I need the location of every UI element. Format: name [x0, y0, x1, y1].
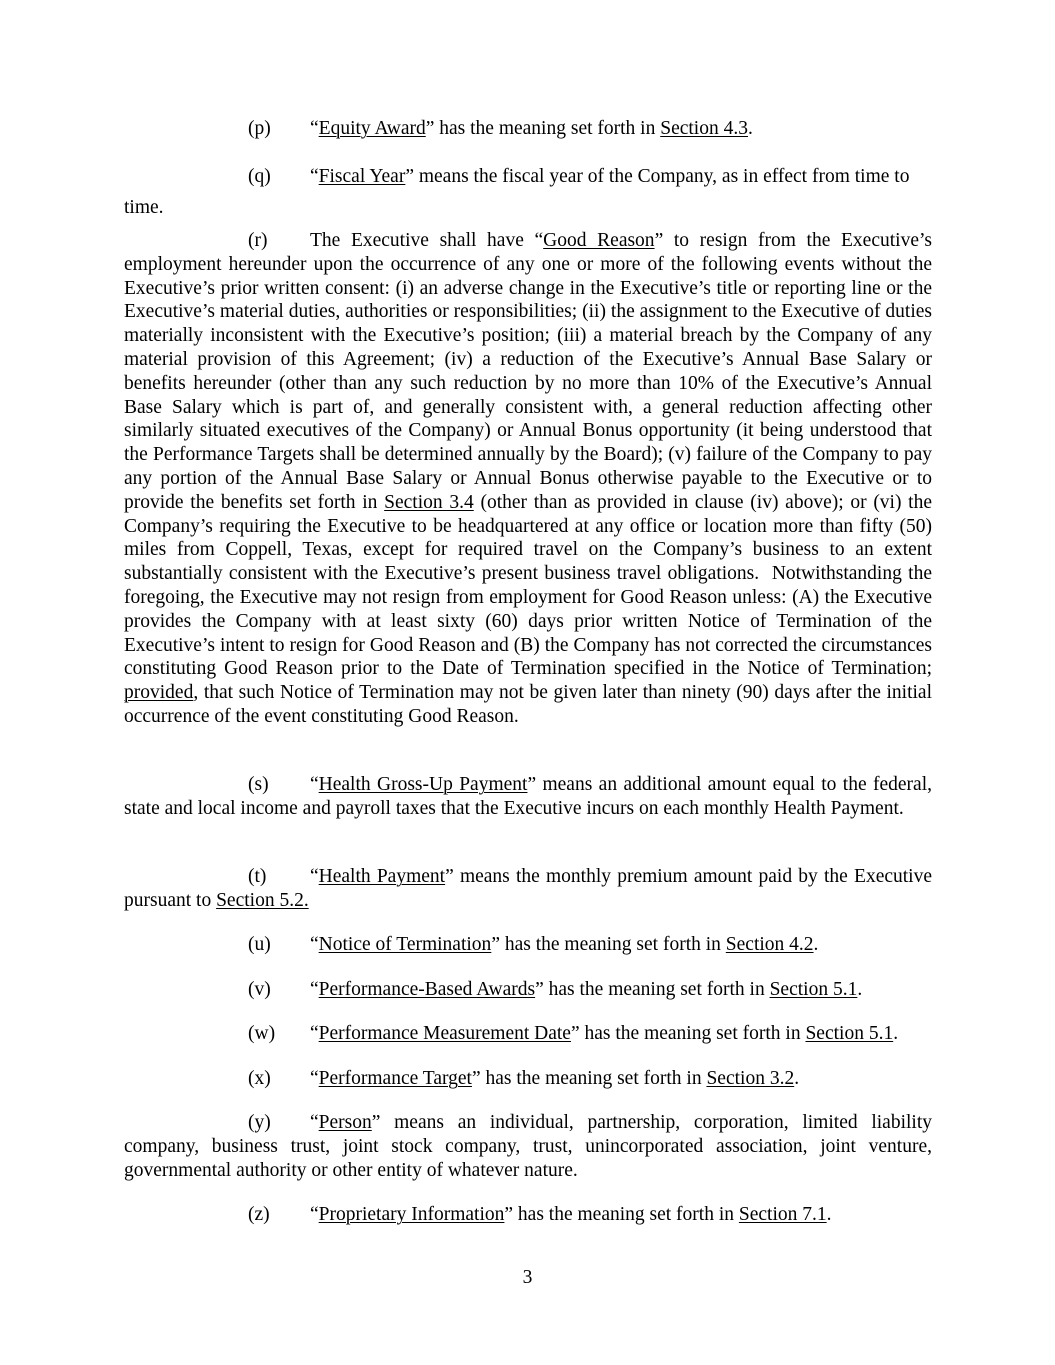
- section-reference: Section 5.1: [805, 1023, 894, 1044]
- section-reference: Section 7.1: [738, 1204, 827, 1225]
- definition-x: (x) “Performance Target” has the meaning set forth in Section 3.2.: [248, 1068, 800, 1089]
- clause-label: (z): [248, 1204, 270, 1225]
- section-reference: Section 4.2: [725, 934, 814, 955]
- defined-term: Performance Measurement Date: [318, 1023, 571, 1044]
- section-reference: Section 3.4: [384, 491, 474, 513]
- clause-label: (q): [248, 166, 271, 187]
- section-reference: Section 5.1: [769, 979, 858, 1000]
- provided-term: provided: [124, 682, 194, 704]
- definition-t: (t) “Health Payment” means the monthly premium amount paid by the Executive pursuant to Section 5.2.: [124, 866, 932, 911]
- defined-term: Health Payment: [318, 866, 446, 887]
- defined-term: Equity Award: [318, 118, 426, 139]
- clause-label: (x): [248, 1068, 271, 1089]
- section-reference: Section 4.3: [660, 118, 748, 139]
- clause-label: (y): [248, 1112, 271, 1133]
- defined-term: Fiscal Year: [318, 166, 406, 187]
- definition-q: (q) “Fiscal Year” means the fiscal year of the Company, as in effect from time to time.: [124, 161, 932, 223]
- page-number: 3: [522, 1267, 533, 1288]
- clause-label: (t): [248, 866, 267, 887]
- clause-label: (r): [248, 230, 268, 251]
- definition-v: (v) “Performance-Based Awards” has the meaning set forth in Section 5.1.: [248, 979, 863, 1000]
- definition-y: (y) “Person” means an individual, partnership, corporation, limited liability company, business trust, joint stock company, trust, unincorporated association, joint venture, governmental authority or other entity of whatever nature.: [124, 1112, 932, 1181]
- definition-u: (u) “Notice of Termination” has the meaning set forth in Section 4.2.: [248, 934, 819, 955]
- defined-term: Performance Target: [318, 1068, 472, 1089]
- definition-p: (p) “Equity Award” has the meaning set forth in Section 4.3.: [248, 118, 753, 139]
- defined-term: Performance-Based Awards: [318, 979, 536, 1000]
- defined-term: Proprietary Information: [318, 1204, 505, 1225]
- definition-w: (w) “Performance Measurement Date” has the meaning set forth in Section 5.1.: [248, 1023, 899, 1044]
- section-reference: Section 3.2: [706, 1068, 795, 1089]
- clause-label: (s): [248, 774, 269, 795]
- defined-term: Health Gross-Up Payment: [318, 774, 528, 795]
- defined-term: Person: [318, 1112, 372, 1133]
- clause-label: (v): [248, 979, 271, 1000]
- defined-term: Notice of Termination: [318, 934, 492, 955]
- definition-z: (z) “Proprietary Information” has the meaning set forth in Section 7.1.: [248, 1204, 832, 1225]
- definition-s: (s) “Health Gross-Up Payment” means an additional amount equal to the federal, state and local income and payroll taxes that the Executive incurs on each monthly Health Payment.: [124, 774, 932, 819]
- clause-label: (p): [248, 118, 271, 139]
- section-reference: Section 5.2.: [216, 889, 309, 911]
- clause-label: (u): [248, 934, 271, 955]
- clause-label: (w): [248, 1023, 276, 1044]
- defined-term: Good Reason: [543, 230, 655, 251]
- definition-r: (r) The Executive shall have “Good Reason” to resign from the Executive’s employment hereunder upon the occurrence of any one or more of the following events without the Executive’s prior written consent: (i) an adverse change in the Executive’s title or reporting line or the Executive’s material duties, authorities or responsibilities; (ii) the assignment to the Executive of duties materially inconsistent with the Executive’s position; (iii) a material breach by the Company of any material provision of this Agreement; (iv) a reduction of the Executive’s Annual Base Salary or benefits hereunder (other than any such reduction by no more than 10% of the Executive’s Annual Base Salary which is part of, and generally consistent with, a general reduction affecting other similarly situated executives of the Company) or Annual Bonus opportunity (it being understood that the Performance Targets shall be determined annually by the Board); (v) failure of the Company to pay any portion of the Annual Base Salary or Annual Bonus otherwise payable to the Executive or to provide the benefits set forth in Section 3.4 (other than as provided in clause (iv) above); or (vi) the Company’s requiring the Executive to be headquartered at any office or location more than fifty (50) miles from Coppell, Texas, except for required travel on the Company’s business to an extent substantially consistent with the Executive’s present business travel obligations. Notwithstanding the foregoing, the Executive may not resign from employment for Good Reason unless: (A) the Executive provides the Company with at least sixty (60) days prior written Notice of Termination of the Executive’s intent to resign for Good Reason and (B) the Company has not corrected the circumstances constituting Good Reason prior to the Date of Termination specified in the Notice of Termination; provided, that such Notice of Termination may not be given later than ninety (90) days after the initial occurrence of the event constituting Good Reason.: [124, 230, 933, 727]
